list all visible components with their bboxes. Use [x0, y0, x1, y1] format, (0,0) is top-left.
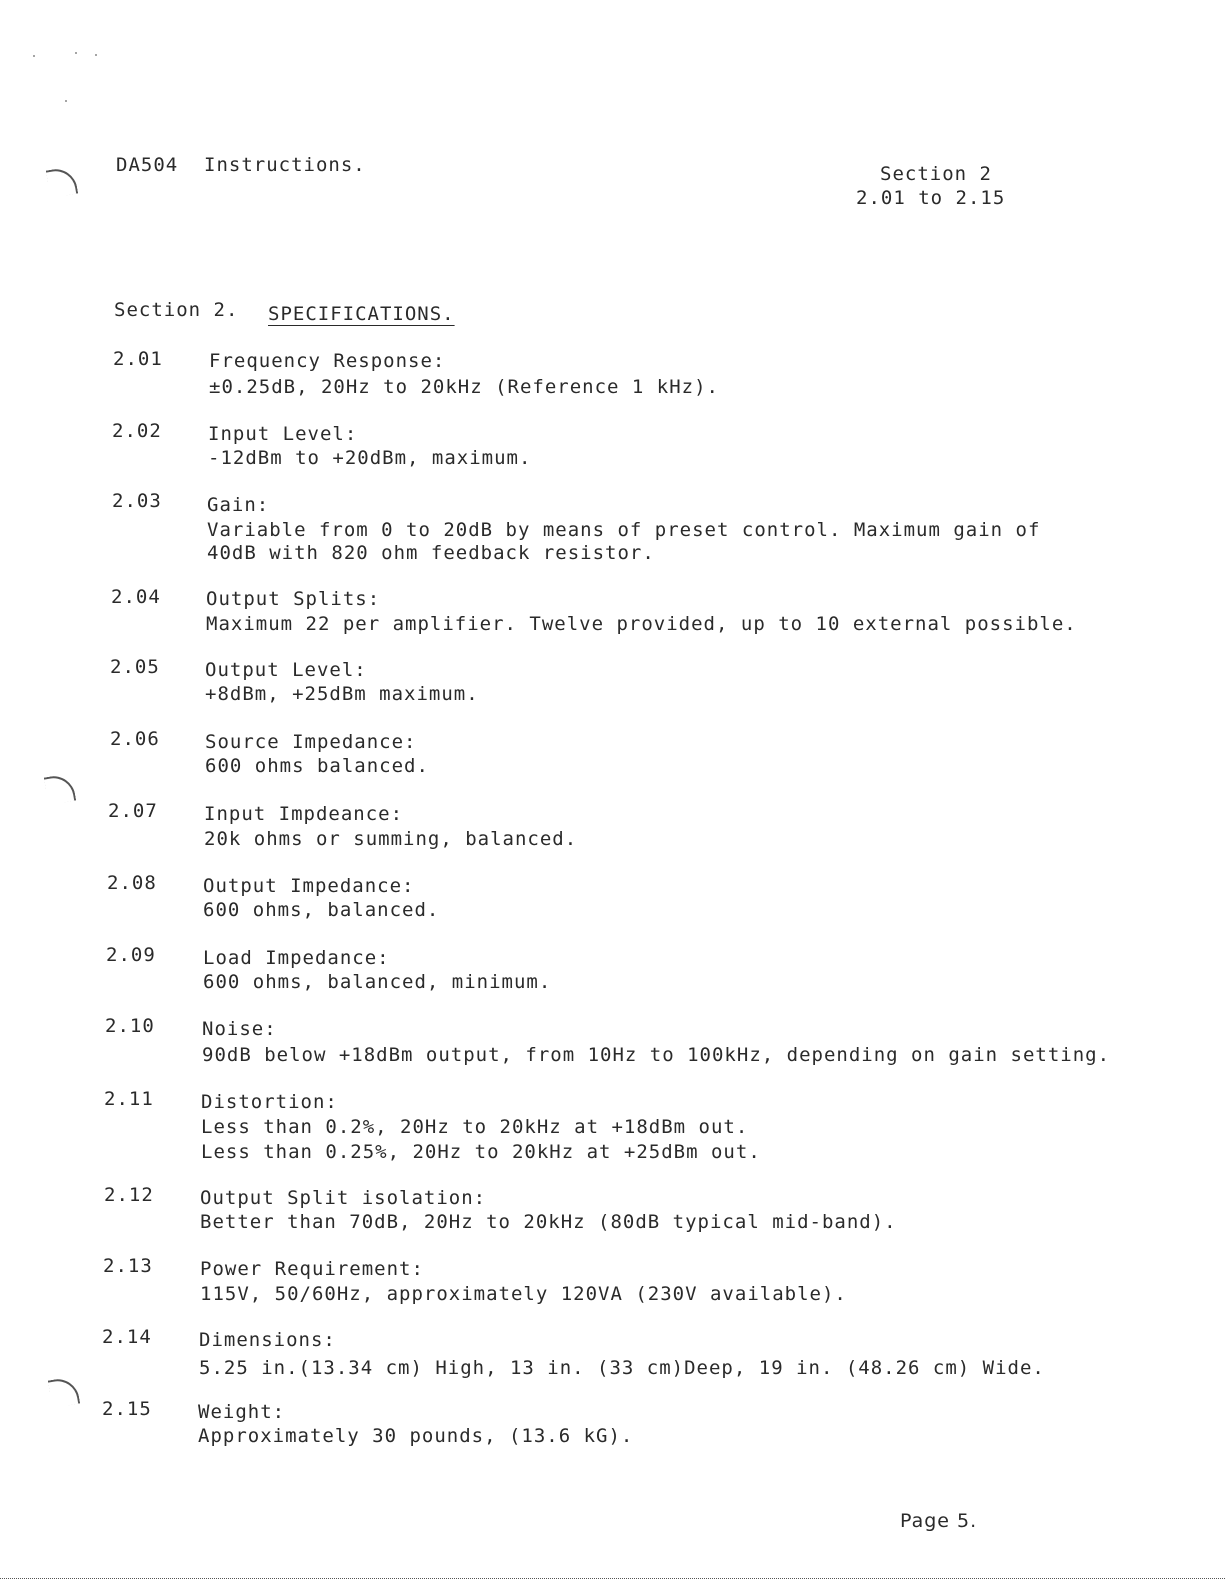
spec-line: 90dB below +18dBm output, from 10Hz to 100kHz, depending on gain setting.	[202, 1044, 1111, 1066]
spec-line: +8dBm, +25dBm maximum.	[205, 683, 479, 705]
spec-line: 40dB with 820 ohm feedback resistor.	[207, 542, 655, 564]
spec-line: 20k ohms or summing, balanced.	[204, 828, 578, 850]
spec-number: 2.14	[102, 1326, 152, 1348]
punch-hole-mark-bottom	[48, 1376, 80, 1408]
spec-line: Approximately 30 pounds, (13.6 kG).	[198, 1425, 634, 1447]
section-heading-title: SPECIFICATIONS.	[268, 303, 455, 325]
spec-line: ±0.25dB, 20Hz to 20kHz (Reference 1 kHz).	[209, 376, 719, 398]
scan-speck	[95, 54, 97, 56]
spec-title: Output Impedance:	[203, 875, 415, 897]
spec-title: Input Level:	[208, 423, 358, 445]
spec-number: 2.13	[103, 1255, 153, 1277]
spec-number: 2.12	[104, 1184, 154, 1206]
spec-number: 2.08	[107, 872, 157, 894]
punch-hole-mark-middle	[44, 773, 76, 805]
spec-line: 600 ohms balanced.	[205, 755, 429, 777]
spec-line: 115V, 50/60Hz, approximately 120VA (230V available).	[200, 1283, 847, 1305]
section-label: Section 2	[880, 163, 992, 185]
page-number: Page 5.	[900, 1510, 978, 1532]
section-heading-label: Section 2.	[114, 299, 239, 321]
spec-line: Less than 0.2%, 20Hz to 20kHz at +18dBm out.	[201, 1116, 749, 1138]
section-range: 2.01 to 2.15	[856, 187, 1006, 209]
spec-number: 2.06	[110, 728, 160, 750]
spec-line: Variable from 0 to 20dB by means of preset control. Maximum gain of	[207, 519, 1041, 541]
spec-number: 2.04	[111, 586, 161, 608]
spec-title: Power Requirement:	[200, 1258, 424, 1280]
spec-number: 2.15	[102, 1398, 152, 1420]
spec-line: 600 ohms, balanced, minimum.	[203, 971, 552, 993]
spec-title: Load Impedance:	[203, 947, 390, 969]
spec-line: -12dBm to +20dBm, maximum.	[208, 447, 532, 469]
spec-line: Better than 70dB, 20Hz to 20kHz (80dB typical mid-band).	[200, 1211, 897, 1233]
doc-id: DA504	[116, 154, 179, 176]
spec-number: 2.01	[113, 348, 163, 370]
spec-number: 2.03	[112, 490, 162, 512]
spec-number: 2.10	[105, 1015, 155, 1037]
spec-title: Source Impedance:	[205, 731, 417, 753]
scan-edge-dotted-line	[0, 1578, 1225, 1579]
spec-number: 2.09	[106, 944, 156, 966]
spec-number: 2.07	[108, 800, 158, 822]
spec-line: 5.25 in.(13.34 cm) High, 13 in. (33 cm)Deep, 19 in. (48.26 cm) Wide.	[199, 1357, 1045, 1379]
spec-title: Gain:	[207, 494, 270, 516]
punch-hole-mark-top	[46, 166, 78, 198]
spec-title: Weight:	[198, 1401, 286, 1423]
spec-title: Frequency Response:	[209, 350, 446, 372]
spec-title: Input Impdeance:	[204, 803, 404, 825]
spec-number: 2.05	[110, 656, 160, 678]
spec-title: Output Splits:	[206, 588, 381, 610]
spec-line: 600 ohms, balanced.	[203, 899, 440, 921]
spec-title: Output Level:	[205, 659, 367, 681]
doc-title: Instructions.	[204, 154, 366, 176]
spec-title: Distortion:	[201, 1091, 338, 1113]
spec-number: 2.02	[112, 420, 162, 442]
scan-speck	[65, 100, 67, 102]
spec-line: Less than 0.25%, 20Hz to 20kHz at +25dBm out.	[201, 1141, 761, 1163]
scan-speck	[33, 55, 35, 57]
spec-number: 2.11	[104, 1088, 154, 1110]
spec-title: Output Split isolation:	[200, 1187, 487, 1209]
spec-line: Maximum 22 per amplifier. Twelve provided, up to 10 external possible.	[206, 613, 1077, 635]
scan-speck	[75, 52, 77, 54]
spec-title: Noise:	[202, 1018, 277, 1040]
spec-title: Dimensions:	[199, 1329, 336, 1351]
